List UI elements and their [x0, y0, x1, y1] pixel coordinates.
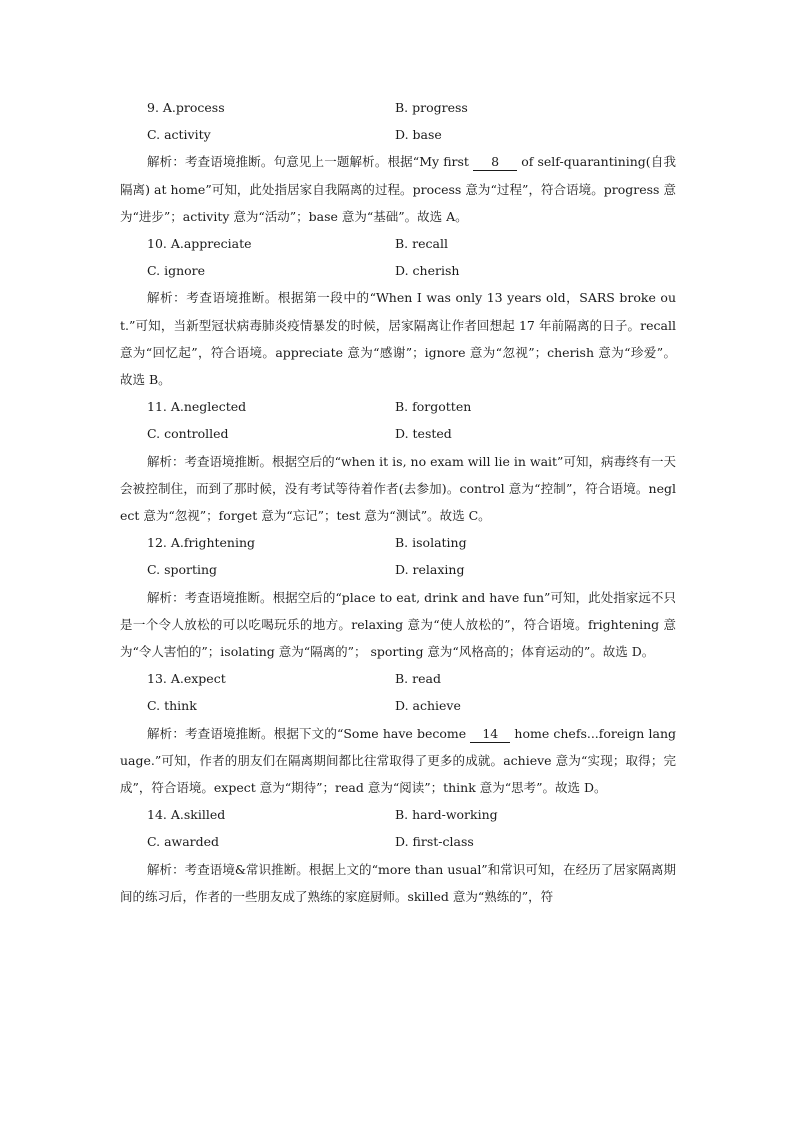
q12-options-row-1 [120, 529, 676, 556]
answer-explanations [120, 94, 676, 910]
q13-options-row-2 [120, 692, 676, 719]
q13-option-d: D. achieve [395, 698, 461, 714]
q9-option-a: 9. A.process [147, 100, 225, 115]
q11-option-d: D. tested [395, 426, 452, 442]
q9-option-b: B. progress [395, 100, 468, 115]
q13-explanation-part-1: 解析：考查语境推断。根据下文的“Some have become [147, 725, 471, 741]
q11-option-b: B. forgotten [395, 399, 472, 415]
q12-option-a: 12. A.frightening [147, 535, 256, 551]
q9-explanation [120, 148, 676, 230]
q10-options-row-2 [120, 257, 676, 284]
q11-options-row-2 [120, 420, 676, 447]
q10-option-c: C. ignore [147, 263, 206, 279]
q14-options-row-1 [120, 801, 676, 828]
q11-options-row-1 [120, 393, 676, 420]
q11-option-a: 11. A.neglected [147, 399, 247, 415]
q14-option-b: B. hard-working [395, 807, 498, 823]
q11-option-c: C. controlled [147, 426, 229, 442]
q9-options-row-2 [120, 121, 676, 148]
q12-explanation: 解析：考查语境推断。根据空后的“place to eat, drink and have fun”可知，此处指家远不只是一个令人放松的可以吃喝玩乐的地方。relaxing 意为“使人放松的”，符合语境。frightening 意为“令人害怕的”；isolating 意为“隔离的”； sporting 意为“风格高的；体育运动的”。故选 D。 [120, 589, 676, 659]
q10-options-row-1 [120, 230, 676, 257]
q13-option-b: B. read [395, 671, 441, 687]
blank-8: 8 [473, 154, 517, 171]
q14-options-row-2 [120, 828, 676, 855]
q14-explanation: 解析：考查语境&常识推断。根据上文的“more than usual”和常识可知，在经历了居家隔离期间的练习后，作者的一些朋友成了熟练的家庭厨师。skilled 意为“熟练的”，符 [120, 861, 676, 904]
blank-14: 14 [470, 726, 510, 743]
q10-explanation: 解析：考查语境推断。根据第一段中的“When I was only 13 years old，SARS broke out.”可知，当新型冠状病毒肺炎疫情暴发的时候，居家隔离让作者回想起 17 年前隔离的日子。recall 意为“回忆起”，符合语境。appreciate 意为“感谢”；ignore 意为“忽视”；cherish 意为“珍爱”。故选 B。 [120, 290, 676, 387]
q13-options-row-1 [120, 665, 676, 692]
q9-option-d: D. base [395, 127, 442, 143]
q10-option-d: D. cherish [395, 263, 460, 279]
q14-option-d: D. first-class [395, 834, 474, 850]
q12-option-d: D. relaxing [395, 562, 465, 578]
q10-option-b: B. recall [395, 235, 448, 251]
q12-option-c: C. sporting [147, 562, 218, 578]
q9-option-c: C. activity [147, 127, 211, 143]
q13-explanation [120, 720, 676, 802]
q12-option-b: B. isolating [395, 535, 467, 551]
q9-explanation-part-1: 解析：考查语境推断。句意见上一题解析。根据“My first [147, 154, 474, 170]
q9-explanation-part-2: of self-quarantining(自我隔离) at home”可知，此处指居家自我隔离的过程。process 意为“过程”，符合语境。progress 意为“进步”；activity 意为“活动”；base 意为“基础”。故选 A。 [120, 154, 677, 224]
q9-options-row-1 [120, 94, 676, 121]
q14-option-c: C. awarded [147, 834, 220, 850]
q13-option-c: C. think [147, 698, 197, 714]
q10-option-a: 10. A.appreciate [147, 235, 252, 251]
q13-option-a: 13. A.expect [147, 671, 226, 687]
q13-explanation-part-2: home chefs...foreign language.”可知，作者的朋友们在隔离期间都比往常取得了更多的成就。achieve 意为“实现；取得；完成”，符合语境。expect 意为“期待”；read 意为“阅读”；think 意为“思考”。故选 D。 [120, 725, 676, 795]
q12-options-row-2 [120, 556, 676, 583]
q14-option-a: 14. A.skilled [147, 807, 226, 823]
q11-explanation: 解析：考查语境推断。根据空后的“when it is, no exam will lie in wait”可知，病毒终有一天会被控制住，而到了那时候，没有考试等待着作者(去参加)。control 意为“控制”，符合语境。neglect 意为“忽视”；forget 意为“忘记”；test 意为“测试”。故选 C。 [120, 453, 676, 523]
